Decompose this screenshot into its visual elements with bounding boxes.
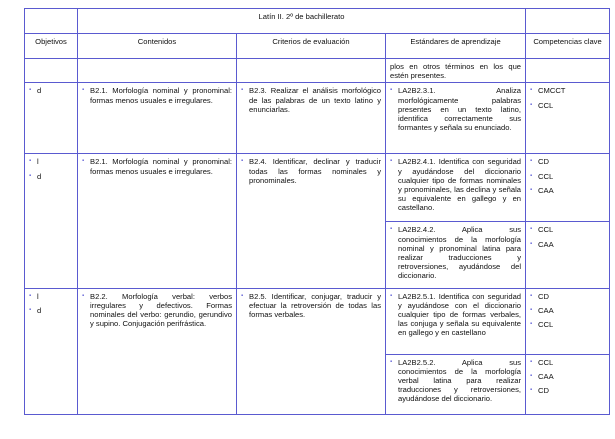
competencias-cell	[526, 83, 610, 154]
criterio-item: ▪ B2.5. Identificar, conjugar, traducir y efectuar la retroversión de todas las formas verbales.	[241, 292, 381, 320]
estandar-item: ▪ LA2B2.5.1. Identifica con seguridad y ayudándose con el diccionario cualquier tipo de formas verbales, las conjuga y señala su equivalente en gallego y en castellano	[390, 292, 521, 338]
objetivos-cell	[25, 83, 78, 154]
competencia-item: ▪ CCL	[530, 358, 605, 367]
criterio-item: ▪ B2.3. Realizar el análisis morfológico de las palabras de un texto latino y enunciarlas.	[241, 86, 381, 114]
curriculum-table	[24, 8, 610, 415]
competencia-item: ▪ CAA	[530, 240, 605, 249]
competencia-item: ▪ CAA	[530, 186, 605, 195]
competencias-cell	[526, 222, 610, 288]
header-criterios: Criterios de evaluación	[237, 34, 386, 59]
header-competencias: Competencias clave	[526, 34, 610, 59]
objetivo-item: ▪ d	[29, 172, 73, 181]
cell-empty	[526, 59, 610, 83]
competencias-cell	[526, 154, 610, 222]
competencia-item: ▪ CD	[530, 157, 605, 166]
estandar-item: ▪ LA2B2.4.2. Aplica sus conocimientos de la morfología nominal y pronominal latina para realizar traducciones y retroversiones, ayudándose del diccionario.	[390, 225, 521, 280]
contenido-item: ▪ B2.1. Morfología nominal y pronominal: formas menos usuales e irregulares.	[82, 157, 232, 175]
objetivo-item: ▪ d	[29, 306, 73, 315]
criterio-cell	[237, 154, 386, 288]
title-row	[25, 9, 610, 34]
objetivo-item: ▪ d	[29, 86, 73, 95]
estandar-cell	[386, 354, 526, 414]
competencia-item: ▪ CMCCT	[530, 86, 605, 95]
contenido-item: ▪ B2.2. Morfología verbal: verbos irregulares y defectivos. Formas nominales del verbo: gerundio, gerundivo y supino. Conjugación perifrástica.	[82, 292, 232, 329]
objetivo-item: ▪ l	[29, 292, 73, 301]
contenido-cell	[78, 83, 237, 154]
competencia-item: ▪ CCL	[530, 101, 605, 110]
estandar-item: ▪ LA2B2.3.1. Analiza morfológicamente palabras presentes en un texto latino, identifica correctamente sus formantes y señala su enunciado.	[390, 86, 521, 132]
competencia-item: ▪ CCL	[530, 225, 605, 234]
competencias-cell	[526, 354, 610, 414]
estandar-cell	[386, 154, 526, 222]
estandar-cell	[386, 222, 526, 288]
criterio-cell	[237, 288, 386, 414]
estandar-item: ▪ LA2B2.5.2. Aplica sus conocimientos de la morfología verbal latina para realizar traducciones y retroversiones, ayudándose del diccionario.	[390, 358, 521, 404]
objetivos-cell	[25, 288, 78, 414]
estandar-cell	[386, 83, 526, 154]
objetivos-cell	[25, 154, 78, 288]
cell-empty	[25, 59, 78, 83]
competencia-item: ▪ CD	[530, 292, 605, 301]
competencias-cell	[526, 288, 610, 354]
criterio-cell	[237, 83, 386, 154]
table-row-continuation	[25, 59, 610, 83]
competencia-item: ▪ CCL	[530, 320, 605, 329]
estandar-item: ▪ LA2B2.4.1. Identifica con seguridad y ayudándose del diccionario cualquier tipo de formas nominales y pronominales, las declina y señala su equivalente en gallego y en castellano.	[390, 157, 521, 212]
competencia-item: ▪ CCL	[530, 172, 605, 181]
contenido-item: ▪ B2.1. Morfología nominal y pronominal: formas menos usuales e irregulares.	[82, 86, 232, 104]
cell-empty	[78, 59, 237, 83]
table-title: Latín II. 2º de bachillerato	[78, 9, 526, 34]
competencia-item: ▪ CD	[530, 386, 605, 395]
table-row	[25, 288, 610, 354]
objetivo-item: ▪ l	[29, 157, 73, 166]
continuation-text: plos en otros términos en los que estén presentes.	[386, 59, 526, 83]
header-objetivos: Objetivos	[25, 34, 78, 59]
contenido-cell	[78, 154, 237, 288]
estandar-cell	[386, 288, 526, 354]
title-right-cell	[526, 9, 610, 34]
header-estandares: Estándares de aprendizaje	[386, 34, 526, 59]
competencia-item: ▪ CAA	[530, 372, 605, 381]
header-row	[25, 34, 610, 59]
title-corner-cell	[25, 9, 78, 34]
table-row	[25, 154, 610, 222]
competencia-item: ▪ CAA	[530, 306, 605, 315]
criterio-item: ▪ B2.4. Identificar, declinar y traducir todas las formas nominales y pronominales.	[241, 157, 381, 185]
cell-empty	[237, 59, 386, 83]
table-row	[25, 83, 610, 154]
contenido-cell	[78, 288, 237, 414]
header-contenidos: Contenidos	[78, 34, 237, 59]
